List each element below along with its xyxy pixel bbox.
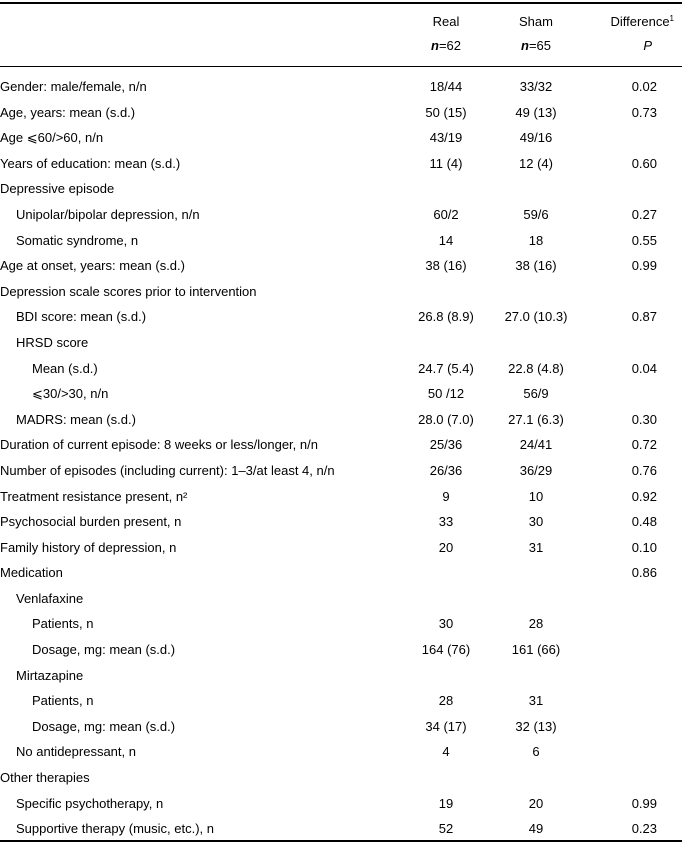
row-label: Venlafaxine — [16, 590, 84, 606]
cell-sham: 20 — [528, 795, 544, 811]
cell-difference: 0.02 — [631, 79, 657, 94]
cell-difference: 0.60 — [631, 155, 657, 171]
table-row — [0, 284, 682, 310]
row-label: Age at onset, years: mean (s.d.) — [0, 258, 185, 274]
row-label: HRSD score — [16, 334, 89, 350]
cell-sham: 12 (4) — [519, 155, 553, 171]
top-rule — [0, 2, 682, 4]
cell-real: 26/36 — [429, 462, 463, 478]
cell-difference: 0.30 — [631, 411, 657, 427]
cell-sham: 27.0 (10.3) — [504, 309, 568, 325]
row-label: Specific psychotherapy, n — [16, 795, 164, 811]
cell-difference: 0.92 — [631, 488, 657, 504]
cell-real: 14 — [438, 232, 454, 248]
cell-difference: 0.73 — [631, 104, 657, 120]
cell-sham: 36/29 — [519, 462, 553, 478]
row-label: Dosage, mg: mean (s.d.) — [32, 642, 176, 658]
cell-real: 30 — [438, 616, 454, 632]
header-real: Real — [432, 14, 460, 29]
cell-real: 20 — [438, 539, 454, 555]
row-label: Dosage, mg: mean (s.d.) — [32, 718, 176, 734]
cell-sham: 10 — [528, 488, 544, 504]
cell-sham: 38 (16) — [515, 258, 557, 274]
row-label: Depression scale scores prior to intervention — [0, 283, 257, 299]
cell-sham: 161 (66) — [511, 642, 561, 658]
cell-real: 26.8 (8.9) — [418, 309, 474, 325]
row-label: BDI score: mean (s.d.) — [16, 309, 147, 325]
table-row — [0, 437, 682, 463]
cell-real: 28 — [438, 693, 454, 709]
bottom-rule — [0, 840, 682, 842]
table-row — [0, 309, 682, 335]
cell-real: 9 — [442, 488, 450, 504]
table-row — [0, 207, 682, 233]
cell-real: 28.0 (7.0) — [418, 411, 474, 427]
cell-real: 52 — [438, 821, 454, 837]
row-label: Depressive episode — [0, 181, 115, 197]
cell-real: 38 (16) — [425, 258, 467, 274]
cell-real: 18/44 — [429, 79, 463, 94]
table-row — [0, 796, 682, 822]
table-row — [0, 821, 682, 847]
cell-sham: 49/16 — [519, 130, 553, 146]
cell-sham: 31 — [528, 693, 544, 709]
header-rule — [0, 66, 682, 67]
row-label: Gender: male/female, n/n — [0, 79, 147, 94]
row-label: Medication — [0, 565, 63, 581]
table-row — [0, 105, 682, 131]
row-label: Number of episodes (including current): 1–3/at least 4, n/n — [0, 462, 335, 478]
table-row — [0, 130, 682, 156]
table-row — [0, 719, 682, 745]
row-label: ⩽30/>30, n/n — [32, 386, 109, 402]
table-body — [0, 79, 682, 847]
cell-sham: 33/32 — [519, 79, 553, 94]
row-label: Psychosocial burden present, n — [0, 514, 182, 530]
cell-sham: 31 — [528, 539, 544, 555]
table-row — [0, 233, 682, 259]
row-label: Age, years: mean (s.d.) — [0, 104, 136, 120]
row-label: Mean (s.d.) — [32, 360, 98, 376]
table-row — [0, 258, 682, 284]
cell-real: 43/19 — [429, 130, 463, 146]
header-sham: Sham — [519, 14, 553, 29]
table-row — [0, 181, 682, 207]
row-label: Family history of depression, n — [0, 539, 177, 555]
cell-real: 34 (17) — [425, 718, 467, 734]
row-label: Patients, n — [32, 693, 94, 709]
row-label: Mirtazapine — [16, 667, 84, 683]
cell-difference: 0.10 — [631, 539, 657, 555]
cell-difference: 0.55 — [631, 232, 657, 248]
cell-real: 50 /12 — [427, 386, 465, 402]
table-row — [0, 540, 682, 566]
row-label: Duration of current episode: 8 weeks or less/longer, n/n — [0, 437, 318, 453]
cell-real: 19 — [438, 795, 454, 811]
row-label: Other therapies — [0, 770, 90, 786]
header-real-n: n=62 — [430, 38, 461, 53]
cell-real: 25/36 — [429, 437, 463, 453]
table-row — [0, 668, 682, 694]
header-p: P — [643, 38, 652, 53]
row-label: Supportive therapy (music, etc.), n — [16, 821, 214, 837]
table-row — [0, 770, 682, 796]
table-row — [0, 156, 682, 182]
row-label: Treatment resistance present, n² — [0, 488, 188, 504]
cell-difference: 0.27 — [631, 206, 657, 222]
cell-sham: 24/41 — [519, 437, 553, 453]
cell-real: 60/2 — [433, 206, 459, 222]
header-sham-n: n=65 — [520, 38, 551, 53]
cell-sham: 27.1 (6.3) — [508, 411, 564, 427]
cell-sham: 18 — [528, 232, 544, 248]
row-label: Age ⩽60/>60, n/n — [0, 130, 104, 146]
cell-real: 164 (76) — [421, 642, 471, 658]
table-row — [0, 591, 682, 617]
table-row — [0, 565, 682, 591]
row-label: Patients, n — [32, 616, 94, 632]
header-difference: Difference$^1$ — [610, 14, 674, 29]
cell-real: 50 (15) — [425, 104, 467, 120]
cell-sham: 6 — [532, 744, 540, 760]
cell-difference: 0.99 — [631, 795, 657, 811]
row-label: Years of education: mean (s.d.) — [0, 155, 181, 171]
table-row — [0, 335, 682, 361]
cell-real: 24.7 (5.4) — [418, 360, 474, 376]
cell-difference: 0.76 — [631, 462, 657, 478]
table-row — [0, 463, 682, 489]
cell-difference: 0.23 — [631, 821, 657, 837]
cell-sham: 28 — [528, 616, 544, 632]
cell-real: 4 — [442, 744, 450, 760]
cell-difference: 0.86 — [631, 565, 657, 581]
row-label: No antidepressant, n — [16, 744, 136, 760]
cell-real: 11 (4) — [429, 155, 463, 171]
table-row — [0, 489, 682, 515]
cell-sham: 32 (13) — [515, 718, 557, 734]
cell-sham: 30 — [528, 514, 544, 530]
cell-sham: 56/9 — [523, 386, 549, 402]
cell-difference: 0.72 — [631, 437, 657, 453]
cell-sham: 59/6 — [523, 206, 549, 222]
table-row — [0, 514, 682, 540]
row-label: Unipolar/bipolar depression, n/n — [16, 206, 200, 222]
table-row — [0, 693, 682, 719]
cell-difference: 0.48 — [631, 514, 657, 530]
cell-sham: 49 — [528, 821, 544, 837]
row-label: Somatic syndrome, n — [16, 232, 139, 248]
table-row — [0, 412, 682, 438]
cell-difference: 0.87 — [631, 309, 657, 325]
cell-difference: 0.99 — [631, 258, 657, 274]
table-row — [0, 79, 682, 105]
cell-sham: 22.8 (4.8) — [508, 360, 564, 376]
table-row — [0, 744, 682, 770]
cell-sham: 49 (13) — [515, 104, 557, 120]
cell-real: 33 — [438, 514, 454, 530]
table-row — [0, 361, 682, 387]
table-row — [0, 386, 682, 412]
table-row — [0, 616, 682, 642]
table-row — [0, 642, 682, 668]
row-label: MADRS: mean (s.d.) — [16, 411, 136, 427]
cell-difference: 0.04 — [631, 360, 657, 376]
